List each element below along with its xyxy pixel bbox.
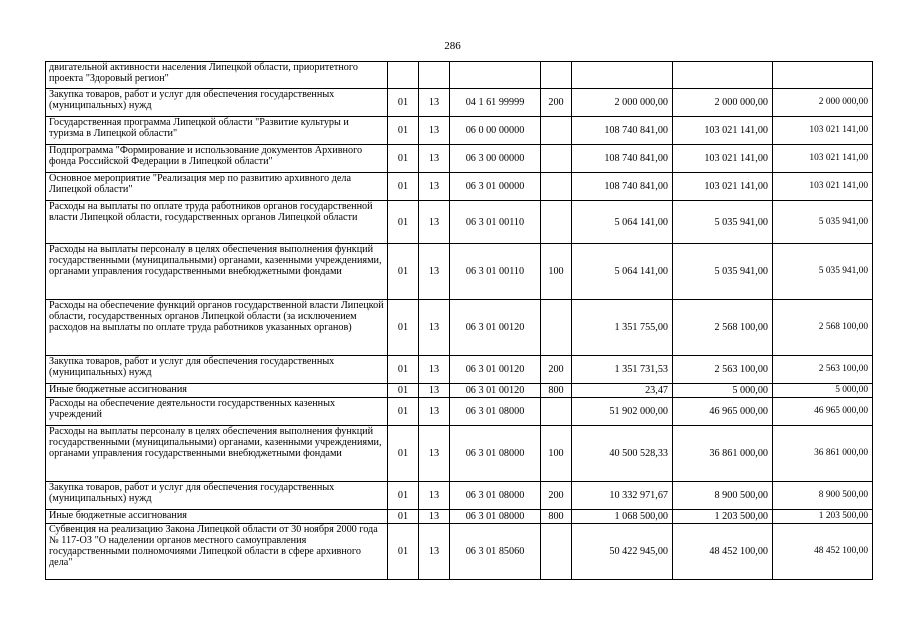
- cell-target-article: 06 3 01 00120: [450, 356, 541, 384]
- cell-section: 01: [388, 426, 419, 482]
- cell-amount-year-3: 2 000 000,00: [773, 89, 873, 117]
- cell-section: 01: [388, 384, 419, 398]
- cell-section: 01: [388, 173, 419, 201]
- cell-target-article: 06 3 01 08000: [450, 510, 541, 524]
- cell-subsection: 13: [419, 384, 450, 398]
- cell-amount-year-3: 48 452 100,00: [773, 524, 873, 580]
- cell-target-article: 06 3 01 08000: [450, 482, 541, 510]
- cell-amount-year-3: 8 900 500,00: [773, 482, 873, 510]
- page-number: 286: [444, 40, 461, 52]
- cell-description: Расходы на обеспечение деятельности государственных казенных учреждений: [46, 398, 388, 426]
- cell-amount-year-3: 46 965 000,00: [773, 398, 873, 426]
- cell-description: Государственная программа Липецкой области "Развитие культуры и туризма в Липецкой области": [46, 117, 388, 145]
- cell-amount-year-3: 2 568 100,00: [773, 300, 873, 356]
- table-row: [46, 426, 873, 482]
- cell-subsection: 13: [419, 244, 450, 300]
- cell-description: Расходы на выплаты персоналу в целях обеспечения выполнения функций государственными (муниципальными) органами, казенными учреждениями, органами управления государственными внебюджетными фондами: [46, 244, 388, 300]
- table-body: [46, 62, 873, 580]
- cell-subsection: 13: [419, 510, 450, 524]
- cell-section: 01: [388, 482, 419, 510]
- cell-expense-type: [541, 117, 572, 145]
- cell-amount-year-1: 10 332 971,67: [572, 482, 673, 510]
- cell-subsection: 13: [419, 524, 450, 580]
- cell-section: 01: [388, 524, 419, 580]
- cell-expense-type: 200: [541, 482, 572, 510]
- cell-expense-type: [541, 398, 572, 426]
- table-row: [46, 62, 873, 89]
- cell-amount-year-2: 5 035 941,00: [673, 244, 773, 300]
- cell-target-article: 06 0 00 00000: [450, 117, 541, 145]
- cell-amount-year-3: [773, 62, 873, 89]
- cell-target-article: 06 3 01 85060: [450, 524, 541, 580]
- cell-subsection: 13: [419, 173, 450, 201]
- cell-amount-year-2: 5 000,00: [673, 384, 773, 398]
- cell-amount-year-3: 103 021 141,00: [773, 117, 873, 145]
- cell-amount-year-2: [673, 62, 773, 89]
- cell-amount-year-3: 5 035 941,00: [773, 244, 873, 300]
- cell-section: [388, 62, 419, 89]
- cell-section: 01: [388, 356, 419, 384]
- cell-target-article: 06 3 01 08000: [450, 398, 541, 426]
- cell-expense-type: 800: [541, 384, 572, 398]
- cell-expense-type: 200: [541, 89, 572, 117]
- table-row: [46, 173, 873, 201]
- table-row: [46, 201, 873, 244]
- cell-section: 01: [388, 201, 419, 244]
- cell-amount-year-1: 108 740 841,00: [572, 117, 673, 145]
- cell-amount-year-1: 2 000 000,00: [572, 89, 673, 117]
- cell-amount-year-1: 108 740 841,00: [572, 173, 673, 201]
- table-row: [46, 244, 873, 300]
- table-row: [46, 117, 873, 145]
- cell-expense-type: 100: [541, 244, 572, 300]
- cell-section: 01: [388, 510, 419, 524]
- cell-amount-year-2: 103 021 141,00: [673, 145, 773, 173]
- cell-amount-year-1: 5 064 141,00: [572, 244, 673, 300]
- cell-amount-year-3: 2 563 100,00: [773, 356, 873, 384]
- table-row: [46, 384, 873, 398]
- cell-description: Иные бюджетные ассигнования: [46, 384, 388, 398]
- cell-expense-type: [541, 62, 572, 89]
- cell-description: двигательной активности населения Липецкой области, приоритетного проекта "Здоровый регион": [46, 62, 388, 89]
- cell-amount-year-1: 1 351 755,00: [572, 300, 673, 356]
- cell-target-article: 06 3 00 00000: [450, 145, 541, 173]
- cell-amount-year-2: 2 563 100,00: [673, 356, 773, 384]
- cell-section: 01: [388, 145, 419, 173]
- cell-target-article: 04 1 61 99999: [450, 89, 541, 117]
- cell-amount-year-3: 36 861 000,00: [773, 426, 873, 482]
- cell-subsection: 13: [419, 201, 450, 244]
- cell-expense-type: [541, 173, 572, 201]
- cell-section: 01: [388, 300, 419, 356]
- cell-description: Закупка товаров, работ и услуг для обеспечения государственных (муниципальных) нужд: [46, 89, 388, 117]
- table-row: [46, 89, 873, 117]
- cell-target-article: 06 3 01 00110: [450, 201, 541, 244]
- cell-amount-year-1: 108 740 841,00: [572, 145, 673, 173]
- cell-amount-year-1: [572, 62, 673, 89]
- cell-section: 01: [388, 398, 419, 426]
- cell-target-article: 06 3 01 00000: [450, 173, 541, 201]
- cell-subsection: 13: [419, 89, 450, 117]
- cell-amount-year-2: 2 568 100,00: [673, 300, 773, 356]
- cell-amount-year-1: 40 500 528,33: [572, 426, 673, 482]
- cell-amount-year-2: 8 900 500,00: [673, 482, 773, 510]
- cell-subsection: 13: [419, 145, 450, 173]
- cell-section: 01: [388, 117, 419, 145]
- cell-description: Расходы на выплаты персоналу в целях обеспечения выполнения функций государственными (муниципальными) органами, казенными учреждениями, органами управления государственными внебюджетными фондами: [46, 426, 388, 482]
- cell-target-article: [450, 62, 541, 89]
- cell-description: Закупка товаров, работ и услуг для обеспечения государственных (муниципальных) нужд: [46, 482, 388, 510]
- cell-subsection: 13: [419, 300, 450, 356]
- cell-amount-year-1: 51 902 000,00: [572, 398, 673, 426]
- cell-amount-year-3: 103 021 141,00: [773, 145, 873, 173]
- cell-amount-year-2: 5 035 941,00: [673, 201, 773, 244]
- table-row: [46, 510, 873, 524]
- cell-description: Подпрограмма "Формирование и использование документов Архивного фонда Российской Федерации в Липецкой области": [46, 145, 388, 173]
- cell-target-article: 06 3 01 00110: [450, 244, 541, 300]
- cell-amount-year-1: 1 351 731,53: [572, 356, 673, 384]
- cell-description: Основное мероприятие "Реализация мер по развитию архивного дела Липецкой области": [46, 173, 388, 201]
- cell-amount-year-2: 1 203 500,00: [673, 510, 773, 524]
- cell-amount-year-1: 23,47: [572, 384, 673, 398]
- cell-expense-type: [541, 201, 572, 244]
- cell-section: 01: [388, 244, 419, 300]
- cell-amount-year-3: 103 021 141,00: [773, 173, 873, 201]
- budget-table: [45, 61, 873, 580]
- cell-amount-year-1: 1 068 500,00: [572, 510, 673, 524]
- cell-description: Иные бюджетные ассигнования: [46, 510, 388, 524]
- cell-amount-year-2: 2 000 000,00: [673, 89, 773, 117]
- cell-subsection: 13: [419, 117, 450, 145]
- cell-expense-type: [541, 145, 572, 173]
- cell-subsection: [419, 62, 450, 89]
- cell-expense-type: [541, 524, 572, 580]
- cell-subsection: 13: [419, 482, 450, 510]
- table-row: [46, 300, 873, 356]
- cell-subsection: 13: [419, 356, 450, 384]
- cell-amount-year-2: 36 861 000,00: [673, 426, 773, 482]
- cell-expense-type: 200: [541, 356, 572, 384]
- cell-amount-year-1: 5 064 141,00: [572, 201, 673, 244]
- cell-section: 01: [388, 89, 419, 117]
- cell-expense-type: 100: [541, 426, 572, 482]
- cell-description: Закупка товаров, работ и услуг для обеспечения государственных (муниципальных) нужд: [46, 356, 388, 384]
- cell-subsection: 13: [419, 426, 450, 482]
- cell-target-article: 06 3 01 00120: [450, 300, 541, 356]
- cell-expense-type: [541, 300, 572, 356]
- table-row: [46, 524, 873, 580]
- cell-description: Расходы на выплаты по оплате труда работников органов государственной власти Липецкой области, государственных органов Липецкой области: [46, 201, 388, 244]
- cell-amount-year-2: 103 021 141,00: [673, 117, 773, 145]
- cell-target-article: 06 3 01 08000: [450, 426, 541, 482]
- table-row: [46, 356, 873, 384]
- cell-amount-year-3: 5 000,00: [773, 384, 873, 398]
- cell-target-article: 06 3 01 00120: [450, 384, 541, 398]
- cell-amount-year-3: 5 035 941,00: [773, 201, 873, 244]
- cell-expense-type: 800: [541, 510, 572, 524]
- table-row: [46, 145, 873, 173]
- cell-description: Расходы на обеспечение функций органов государственной власти Липецкой области, государственных органов Липецкой области (за исключением расходов на выплаты по оплате труда работников указанных органов): [46, 300, 388, 356]
- cell-amount-year-2: 48 452 100,00: [673, 524, 773, 580]
- cell-amount-year-2: 46 965 000,00: [673, 398, 773, 426]
- cell-amount-year-3: 1 203 500,00: [773, 510, 873, 524]
- cell-description: Субвенция на реализацию Закона Липецкой области от 30 ноября 2000 года № 117-ОЗ "О наделении органов местного самоуправления государственными полномочиями Липецкой области в сфере архивного дела": [46, 524, 388, 580]
- table-row: [46, 398, 873, 426]
- cell-amount-year-1: 50 422 945,00: [572, 524, 673, 580]
- cell-subsection: 13: [419, 398, 450, 426]
- table-row: [46, 482, 873, 510]
- cell-amount-year-2: 103 021 141,00: [673, 173, 773, 201]
